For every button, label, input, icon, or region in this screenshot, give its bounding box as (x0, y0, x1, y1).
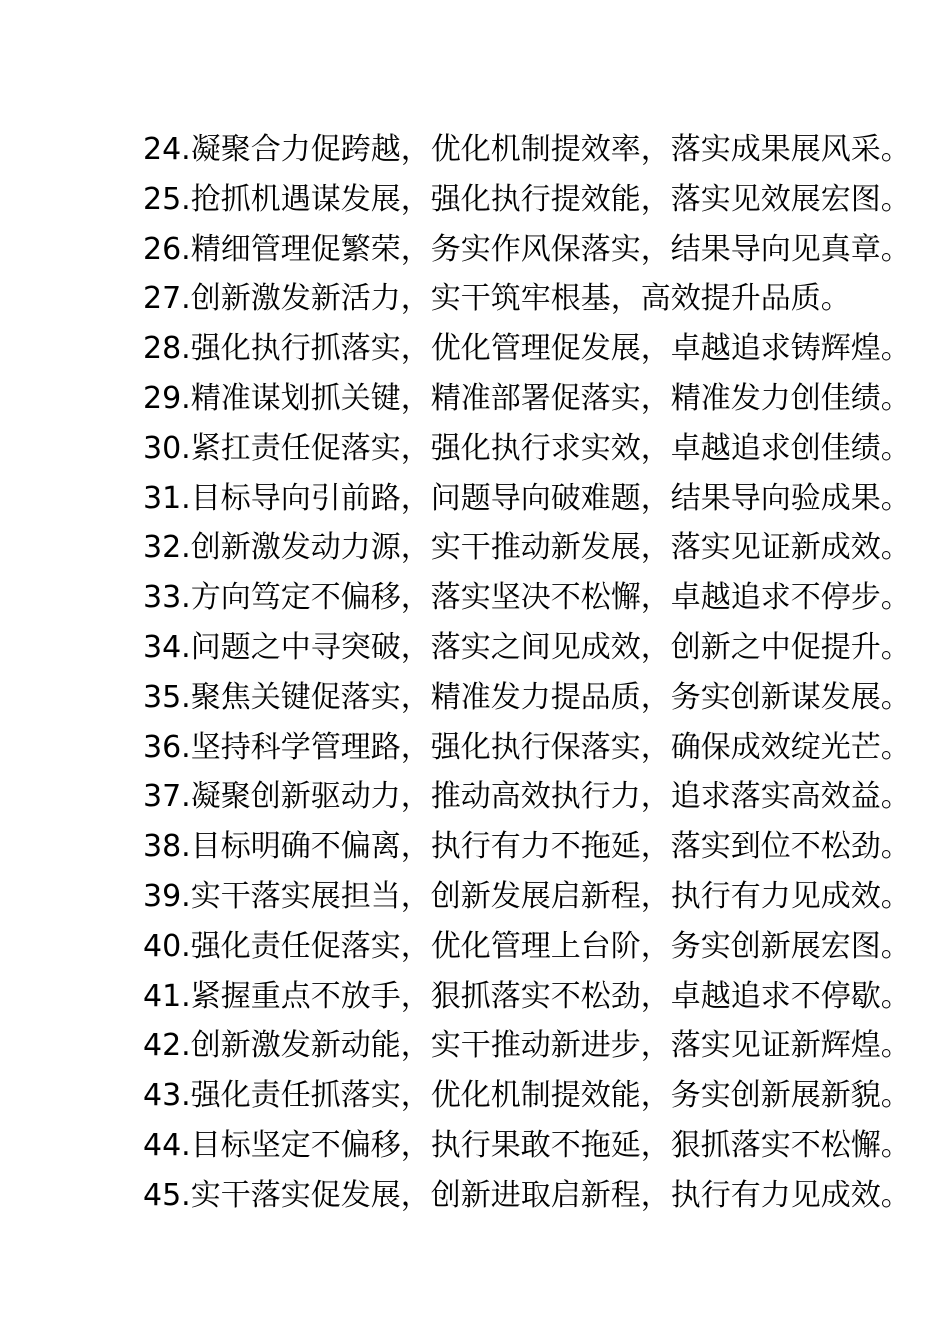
list-item: 32.创新激发动力源，实干推动新发展，落实见证新成效。 (143, 530, 911, 566)
list-item: 35.聚焦关键促落实，精准发力提品质，务实创新谋发展。 (143, 679, 911, 715)
list-item: 40.强化责任促落实，优化管理上台阶，务实创新展宏图。 (143, 928, 911, 964)
list-item: 41.紧握重点不放手，狠抓落实不松劲，卓越追求不停歇。 (143, 978, 911, 1014)
list-item: 30.紧扛责任促落实，强化执行求实效，卓越追求创佳绩。 (143, 430, 911, 466)
list-item: 31.目标导向引前路，问题导向破难题，结果导向验成果。 (143, 480, 911, 516)
list-item: 43.强化责任抓落实，优化机制提效能，务实创新展新貌。 (143, 1078, 911, 1114)
list-item: 29.精准谋划抓关键，精准部署促落实，精准发力创佳绩。 (143, 380, 911, 416)
list-item: 24.凝聚合力促跨越，优化机制提效率，落实成果展风采。 (143, 132, 911, 167)
list-item: 36.坚持科学管理路，强化执行保落实，确保成效绽光芒。 (143, 729, 911, 765)
list-item: 45.实干落实促发展，创新进取启新程，执行有力见成效。 (143, 1177, 911, 1213)
list-item: 28.强化执行抓落实，优化管理促发展，卓越追求铸辉煌。 (143, 331, 911, 367)
list-item: 42.创新激发新动能，实干推动新进步，落实见证新辉煌。 (143, 1028, 911, 1064)
list-item: 44.目标坚定不偏移，执行果敢不拖延，狠抓落实不松懈。 (143, 1127, 911, 1163)
list-item: 26.精细管理促繁荣，务实作风保落实，结果导向见真章。 (143, 231, 911, 267)
list-item: 27.创新激发新活力，实干筑牢根基，高效提升品质。 (143, 281, 851, 317)
list-item: 37.凝聚创新驱动力，推动高效执行力，追求落实高效益。 (143, 779, 911, 815)
list-item: 39.实干落实展担当，创新发展启新程，执行有力见成效。 (143, 878, 911, 914)
phrase-list (143, 125, 911, 1221)
list-item: 25.抢抓机遇谋发展，强化执行提效能，落实见效展宏图。 (143, 181, 911, 217)
list-item: 33.方向笃定不偏移，落实坚决不松懈，卓越追求不停步。 (143, 580, 911, 616)
list-item: 34.问题之中寻突破，落实之间见成效，创新之中促提升。 (143, 629, 911, 665)
list-item: 38.目标明确不偏离，执行有力不拖延，落实到位不松劲。 (143, 829, 911, 865)
